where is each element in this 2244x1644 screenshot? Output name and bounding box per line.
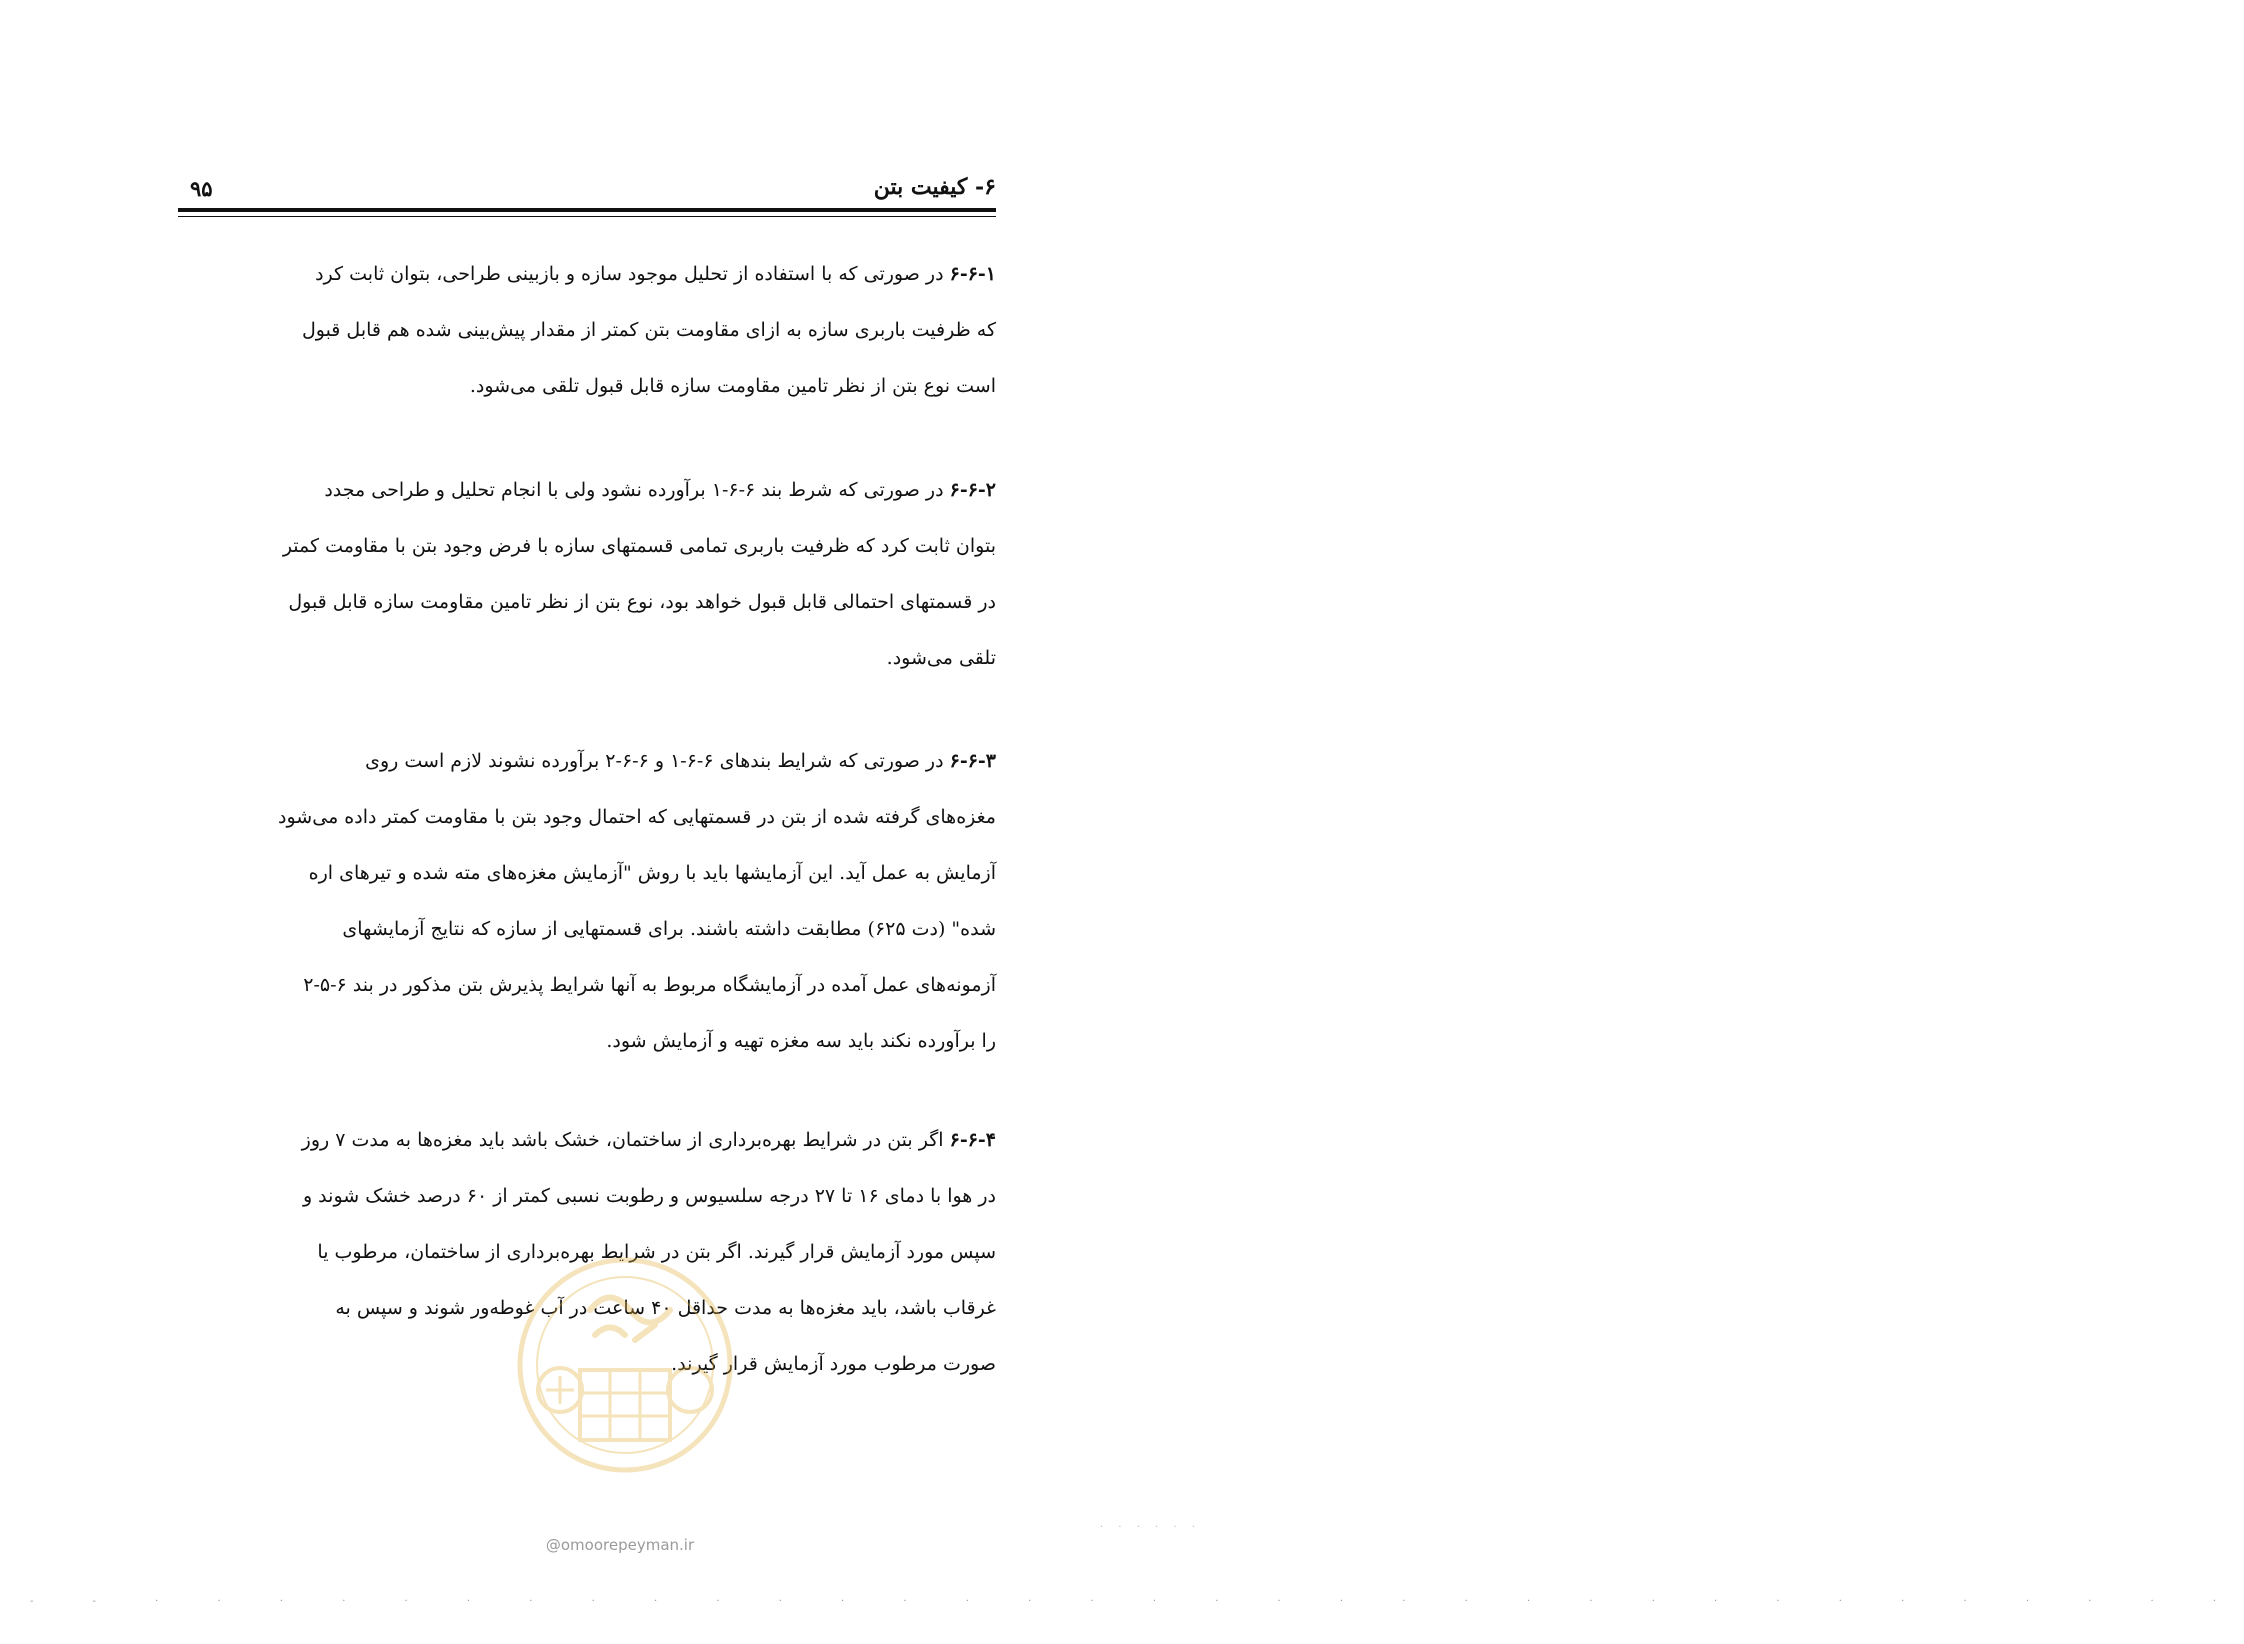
section-6-6-3	[178, 733, 996, 1069]
scan-dots: · · · · · ·	[1100, 1522, 1201, 1533]
paragraph-line: است نوع بتن از نظر تامین مقاومت سازه قابل قبول تلقی می‌شود.	[469, 375, 996, 397]
paragraph-line: ۶-۶-۴ اگر بتن در شرایط بهره‌برداری از ساختمان، خشک باشد باید مغزه‌ها به مدت ۷ روز	[301, 1129, 996, 1151]
site-credit: @omoorepeyman.ir	[545, 1536, 695, 1554]
section-number: ۶-۶-۳	[949, 750, 996, 772]
header-rule-thin	[178, 216, 996, 217]
header-rule-thick	[178, 208, 996, 212]
section-6-6-2	[178, 462, 996, 686]
section-number: ۶-۶-۴	[949, 1129, 996, 1151]
paragraph-line: سپس مورد آزمایش قرار گیرند. اگر بتن در شرایط بهره‌برداری از ساختمان، مرطوب یا	[317, 1241, 996, 1263]
paragraph-line: صورت مرطوب مورد آزمایش قرار گیرند.	[671, 1353, 996, 1375]
paragraph-line: شده" (دت ۶۲۵) مطابقت داشته باشند. برای قسمتهایی از سازه که نتایج آزمایشهای	[342, 918, 996, 940]
chapter-title: ۶- کیفیت بتن	[873, 174, 996, 200]
section-number: ۶-۶-۱	[949, 263, 996, 285]
section-6-6-1	[178, 246, 996, 414]
paragraph-line: آزمونه‌های عمل آمده در آزمایشگاه مربوط به آنها شرایط پذیرش بتن مذکور در بند ۶-۵-۲	[303, 974, 996, 996]
paragraph-line: در هوا با دمای ۱۶ تا ۲۷ درجه سلسیوس و رطوبت نسبی کمتر از ۶۰ درصد خشک شوند و	[302, 1185, 996, 1207]
paragraph-line: در قسمتهای احتمالی قابل قبول خواهد بود، نوع بتن از نظر تامین مقاومت سازه قابل قبول	[288, 591, 996, 613]
watermark-seal-icon	[510, 1250, 740, 1480]
paragraph-line: غرقاب باشد، باید مغزه‌ها به مدت حداقل ۴۰ ساعت در آب غوطه‌ور شوند و سپس به	[335, 1297, 996, 1319]
paragraph-line: آزمایش به عمل آید. این آزمایشها باید با روش "آزمایش مغزه‌های مته شده و تیرهای اره	[308, 862, 996, 884]
scan-bottom-dots: - - · · · · · · · · · · · · · · · · · · · · · · · · · · · · · · · · · ·	[30, 1596, 2244, 1607]
section-number: ۶-۶-۲	[949, 479, 996, 501]
paragraph-line: که ظرفیت باربری سازه به ازای مقاومت بتن کمتر از مقدار پیش‌بینی شده هم قابل قبول	[301, 319, 996, 341]
paragraph-line: بتوان ثابت کرد که ظرفیت باربری تمامی قسمتهای سازه با فرض وجود بتن با مقاومت کمتر	[282, 535, 996, 557]
paragraph-line: را برآورده نکند باید سه مغزه تهیه و آزمایش شود.	[606, 1030, 996, 1052]
page-number: ۹۵	[190, 176, 213, 201]
paragraph-line: ۶-۶-۱ در صورتی که با استفاده از تحلیل موجود سازه و بازبینی طراحی، بتوان ثابت کرد	[315, 263, 996, 285]
paragraph-line: مغزه‌های گرفته شده از بتن در قسمتهایی که احتمال وجود بتن با مقاومت کمتر داده می‌شود	[278, 806, 996, 828]
paragraph-line: ۶-۶-۲ در صورتی که شرط بند ۶-۶-۱ برآورده نشود ولی با انجام تحلیل و طراحی مجدد	[324, 479, 996, 501]
paragraph-line: تلقی می‌شود.	[886, 647, 996, 669]
page-header	[178, 170, 996, 210]
paragraph-line: ۶-۶-۳ در صورتی که شرایط بندهای ۶-۶-۱ و ۶-۶-۲ برآورده نشوند لازم است روی	[365, 750, 996, 772]
